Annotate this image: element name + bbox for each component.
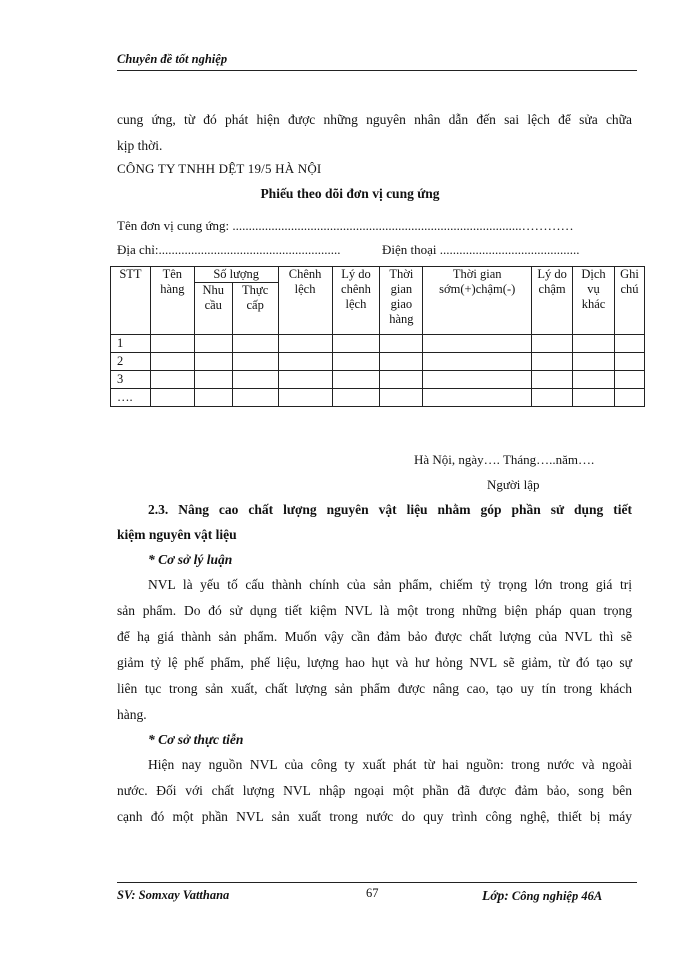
col-ten-hang: Tên hàng	[150, 267, 194, 335]
col-thuc-cap: Thực cấp	[232, 283, 278, 335]
practice-line: cạnh đó một phần NVL sản xuất trong nước do quy trình công nghệ, thiết bị máy	[117, 809, 632, 824]
col-stt: STT	[111, 267, 151, 335]
col-nhu-cau: Nhu cầu	[194, 283, 232, 335]
practice-line: Hiện nay nguồn NVL của công ty xuất phát từ hai nguồn: trong nước và ngoài	[148, 757, 632, 772]
theory-title: * Cơ sở lý luận	[148, 552, 233, 567]
row-number: ….	[111, 389, 151, 407]
col-ly-do-chenh-lech: Lý do chênh lệch	[332, 267, 380, 335]
col-thoi-gian-som-cham: Thời gian sớm(+)chậm(-)	[423, 267, 532, 335]
theory-line: liên tục trong sản xuất, chất lượng sản phẩm được nâng cao, tạo uy tín trong khách	[117, 681, 632, 696]
footer-student: SV: Somxay Vatthana	[117, 888, 230, 902]
class-value: Công nghiệp 46A	[511, 889, 603, 903]
supplier-tracking-table	[110, 266, 645, 407]
theory-line: giảm tỷ lệ phế phẩm, phế liệu, lượng hao hụt và hư hỏng NVL sẽ giảm, từ đó tạo sự	[117, 655, 632, 670]
row-number: 1	[111, 335, 151, 353]
section-heading-line-2: kiệm nguyên vật liệu	[117, 527, 237, 542]
address-field: Địa chỉ:........................................................	[117, 242, 341, 257]
running-header	[117, 52, 637, 71]
date-line: Hà Nội, ngày…. Tháng…..năm….	[414, 452, 595, 467]
theory-line: sản phẩm. Do đó sử dụng tiết kiệm NVL là một trong những biện pháp quan trọng	[117, 603, 632, 618]
signer-label: Người lập	[487, 477, 540, 492]
practice-line: nước. Đối với chất lượng NVL nhập ngoại một phần đã được đảm bảo, song bên	[117, 783, 632, 798]
table-row	[111, 389, 645, 407]
col-ghi-chu: Ghi chú	[614, 267, 644, 335]
intro-line-1: cung ứng, từ đó phát hiện được những nguyên nhân dẫn đến sai lệch để sửa chữa	[117, 112, 632, 127]
col-thoi-gian-giao-hang: Thời gian giao hàng	[380, 267, 423, 335]
theory-line: để hạ giá thành sản phẩm. Muốn vậy cần đảm bảo được chất lượng của NVL thì sẽ	[117, 629, 632, 644]
theory-line: NVL là yếu tố cấu thành chính của sản phẩm, chiếm tỷ trọng lớn trong giá trị	[148, 577, 632, 592]
row-number: 3	[111, 371, 151, 389]
phone-field: Điện thoại ...........................................	[382, 242, 580, 257]
practice-title: * Cơ sở thực tiễn	[148, 732, 244, 747]
intro-line-2: kịp thời.	[117, 138, 163, 153]
theory-line: hàng.	[117, 707, 147, 722]
footer-class	[482, 888, 602, 904]
page-number: 67	[366, 886, 379, 900]
col-so-luong: Số lượng	[194, 267, 278, 283]
col-dich-vu-khac: Dịch vụ khác	[573, 267, 615, 335]
col-ly-do-cham: Lý do chậm	[532, 267, 573, 335]
supplier-field: Tên đơn vị cung ứng: .........................................................................................…………	[117, 218, 574, 233]
company-name: CÔNG TY TNHH DỆT 19/5 HÀ NỘI	[117, 161, 322, 176]
section-heading-line-1: 2.3. Nâng cao chất lượng nguyên vật liệu nhằm góp phần sử dụng tiết	[148, 502, 632, 517]
class-label: Lớp:	[482, 888, 509, 903]
form-title: Phiếu theo dõi đơn vị cung ứng	[260, 186, 440, 201]
row-number: 2	[111, 353, 151, 371]
header-title: Chuyên đề tốt nghiệp	[117, 52, 228, 66]
col-chenh-lech: Chênh lệch	[278, 267, 332, 335]
table-row	[111, 353, 645, 371]
table-row	[111, 335, 645, 353]
table-row	[111, 371, 645, 389]
